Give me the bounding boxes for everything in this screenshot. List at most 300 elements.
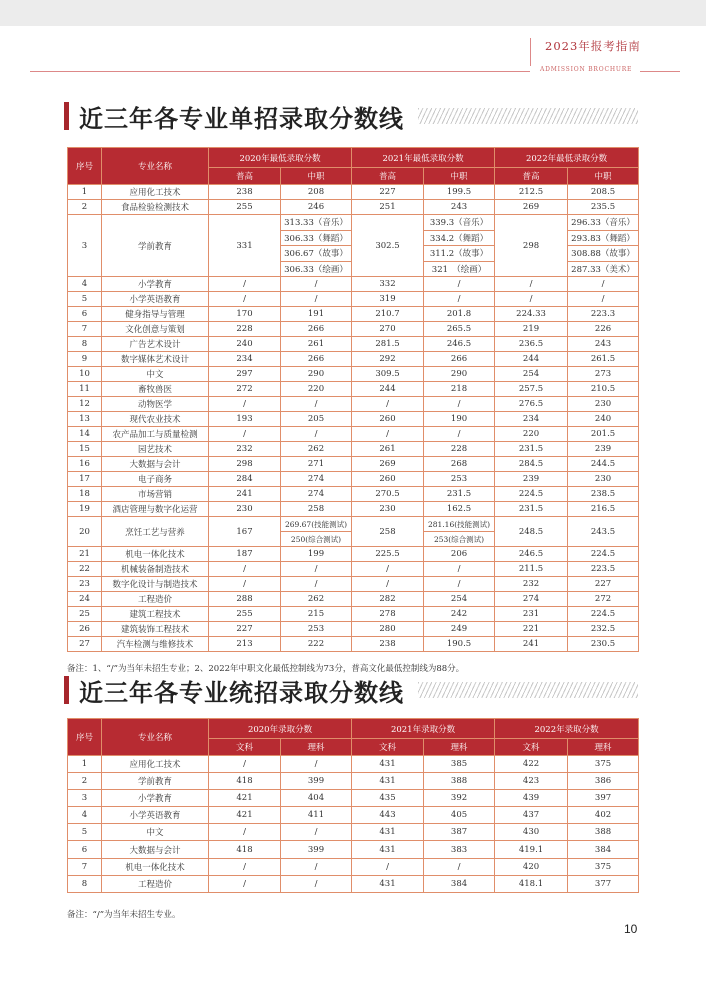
table-row <box>68 875 639 892</box>
cell-score: 278 <box>352 607 424 622</box>
cell-score: 293.83（舞蹈） <box>568 230 639 246</box>
cell-major-name: 广告艺术设计 <box>102 337 209 352</box>
cell-score: 228 <box>209 322 281 337</box>
cell-score: 227 <box>568 577 639 592</box>
cell-major-name: 园艺技术 <box>102 442 209 457</box>
cell-score: 332 <box>352 277 424 292</box>
cell-score: 231.5 <box>424 487 495 502</box>
header-2022: 2022年录取分数 <box>495 719 639 739</box>
cell-score: / <box>424 292 495 307</box>
cell-major-name: 大数据与会计 <box>102 841 209 858</box>
cell-score: 266 <box>281 322 352 337</box>
cell-score: 431 <box>352 824 424 841</box>
cell-score: 388 <box>424 773 495 790</box>
cell-score: 231.5 <box>495 502 568 517</box>
cell-score: 270 <box>352 322 424 337</box>
cell-seq: 7 <box>68 858 102 875</box>
cell-score: 402 <box>568 807 639 824</box>
cell-score: 297 <box>209 367 281 382</box>
heading-hatch-decoration <box>418 682 638 698</box>
cell-score: / <box>568 277 639 292</box>
section-title: 近三年各专业单招录取分数线 <box>79 103 404 133</box>
table-row <box>68 457 639 472</box>
cell-score: 216.5 <box>568 502 639 517</box>
cell-score: 243 <box>424 200 495 215</box>
cell-score: 418 <box>209 841 281 858</box>
header-general-hs: 普高 <box>352 168 424 185</box>
table-row <box>68 382 639 397</box>
cell-seq: 19 <box>68 502 102 517</box>
cell-score: 423 <box>495 773 568 790</box>
table-row <box>68 502 639 517</box>
cell-score: 232 <box>209 442 281 457</box>
table-row <box>68 562 639 577</box>
cell-seq: 1 <box>68 185 102 200</box>
cell-score: 254 <box>424 592 495 607</box>
cell-score: 253 <box>424 472 495 487</box>
header-2021: 2021年最低录取分数 <box>352 148 495 168</box>
cell-major-name: 现代农业技术 <box>102 412 209 427</box>
cell-seq: 20 <box>68 517 102 547</box>
header-seq: 序号 <box>68 148 102 185</box>
cell-major-name: 机电一体化技术 <box>102 547 209 562</box>
table-row <box>68 487 639 502</box>
cell-score: 244 <box>495 352 568 367</box>
cell-seq: 22 <box>68 562 102 577</box>
cell-score: 287.33（美术） <box>568 261 639 277</box>
table-row <box>68 547 639 562</box>
cell-score: 392 <box>424 790 495 807</box>
cell-score: 224.5 <box>568 607 639 622</box>
cell-seq: 18 <box>68 487 102 502</box>
cell-score: / <box>495 292 568 307</box>
cell-score: 220 <box>495 427 568 442</box>
cell-score: 422 <box>495 756 568 773</box>
header-vocational: 中职 <box>568 168 639 185</box>
cell-score: 384 <box>424 875 495 892</box>
cell-major-name: 应用化工技术 <box>102 756 209 773</box>
cell-score: 269 <box>495 200 568 215</box>
table-row <box>68 577 639 592</box>
cell-score: / <box>281 824 352 841</box>
cell-score: 443 <box>352 807 424 824</box>
cell-score: 234 <box>495 412 568 427</box>
cell-seq: 27 <box>68 637 102 652</box>
cell-major-name: 学前教育 <box>102 215 209 277</box>
cell-score: 383 <box>424 841 495 858</box>
cell-score: / <box>281 577 352 592</box>
cell-score: 210.7 <box>352 307 424 322</box>
table-row <box>68 773 639 790</box>
table-row <box>68 807 639 824</box>
cell-seq: 24 <box>68 592 102 607</box>
header-2020: 2020年最低录取分数 <box>209 148 352 168</box>
cell-seq: 1 <box>68 756 102 773</box>
cell-score: / <box>281 397 352 412</box>
cell-score: 284 <box>209 472 281 487</box>
header-science: 理科 <box>568 739 639 756</box>
top-bar <box>0 0 706 26</box>
cell-score: / <box>424 562 495 577</box>
table-row <box>68 397 639 412</box>
cell-score: 405 <box>424 807 495 824</box>
header-vocational: 中职 <box>424 168 495 185</box>
cell-score: 321 （绘画） <box>424 261 495 277</box>
cell-score: / <box>281 427 352 442</box>
cell-score: 231 <box>495 607 568 622</box>
cell-score: 224.33 <box>495 307 568 322</box>
heading-accent-bar <box>64 102 69 130</box>
cell-score: 227 <box>352 185 424 200</box>
cell-seq: 2 <box>68 200 102 215</box>
cell-score: 384 <box>568 841 639 858</box>
table-row <box>68 442 639 457</box>
cell-score: 420 <box>495 858 568 875</box>
cell-score: 230.5 <box>568 637 639 652</box>
cell-score: 238 <box>209 185 281 200</box>
table-row <box>68 322 639 337</box>
table-row <box>68 841 639 858</box>
table-row <box>68 215 639 231</box>
cell-score: 260 <box>352 472 424 487</box>
cell-score: 439 <box>495 790 568 807</box>
cell-score: 431 <box>352 875 424 892</box>
cell-score: 255 <box>209 200 281 215</box>
cell-score: 302.5 <box>352 215 424 277</box>
cell-score: 224.5 <box>568 547 639 562</box>
cell-score: 276.5 <box>495 397 568 412</box>
cell-score: 260 <box>352 412 424 427</box>
cell-score: / <box>352 577 424 592</box>
cell-major-name: 机电一体化技术 <box>102 858 209 875</box>
cell-seq: 15 <box>68 442 102 457</box>
cell-major-name: 学前教育 <box>102 773 209 790</box>
cell-score: / <box>424 427 495 442</box>
cell-score: 232 <box>495 577 568 592</box>
cell-score: 255 <box>209 607 281 622</box>
cell-score: 238.5 <box>568 487 639 502</box>
cell-score: / <box>424 577 495 592</box>
cell-score: 262 <box>281 592 352 607</box>
cell-score: 223.3 <box>568 307 639 322</box>
table-row <box>68 517 639 532</box>
cell-score: / <box>209 292 281 307</box>
header-liberal-arts: 文科 <box>352 739 424 756</box>
cell-score: 431 <box>352 773 424 790</box>
cell-score: 385 <box>424 756 495 773</box>
cell-score: 399 <box>281 841 352 858</box>
cell-major-name: 工程造价 <box>102 592 209 607</box>
header-seq: 序号 <box>68 719 102 756</box>
cell-seq: 23 <box>68 577 102 592</box>
table-row <box>68 352 639 367</box>
cell-score: 249 <box>424 622 495 637</box>
cell-score: 258 <box>281 502 352 517</box>
cell-score: / <box>209 824 281 841</box>
cell-score: / <box>209 397 281 412</box>
cell-score: 240 <box>209 337 281 352</box>
cell-seq: 13 <box>68 412 102 427</box>
cell-major-name: 中文 <box>102 367 209 382</box>
cell-score: 280 <box>352 622 424 637</box>
cell-score: 243 <box>568 337 639 352</box>
cell-seq: 10 <box>68 367 102 382</box>
cell-score: 219 <box>495 322 568 337</box>
header-rule-right <box>640 71 680 72</box>
table-row <box>68 824 639 841</box>
cell-score: 269 <box>352 457 424 472</box>
cell-score: / <box>281 756 352 773</box>
cell-score: / <box>209 756 281 773</box>
cell-major-name: 酒店管理与数字化运营 <box>102 502 209 517</box>
cell-major-name: 应用化工技术 <box>102 185 209 200</box>
table-row <box>68 200 639 215</box>
cell-score: / <box>281 562 352 577</box>
table-note: 备注：1、“/”为当年未招生专业；2、2022年中职文化最低控制线为73分，普高文化最低控制线为88分。 <box>67 664 465 674</box>
cell-score: 269.67(技能测试) <box>281 517 352 532</box>
cell-score: 187 <box>209 547 281 562</box>
cell-score: 223.5 <box>568 562 639 577</box>
cell-score: / <box>352 397 424 412</box>
cell-score: 230 <box>568 397 639 412</box>
cell-major-name: 文化创意与策划 <box>102 322 209 337</box>
cell-score: 306.67（故事） <box>281 246 352 262</box>
cell-major-name: 小学教育 <box>102 277 209 292</box>
cell-major-name: 畜牧兽医 <box>102 382 209 397</box>
cell-score: 421 <box>209 807 281 824</box>
cell-major-name: 机械装备制造技术 <box>102 562 209 577</box>
cell-score: 167 <box>209 517 281 547</box>
cell-score: 418 <box>209 773 281 790</box>
cell-score: / <box>209 875 281 892</box>
cell-score: / <box>281 292 352 307</box>
cell-score: / <box>495 277 568 292</box>
cell-score: 253 <box>281 622 352 637</box>
cell-score: / <box>281 277 352 292</box>
cell-score: 250(综合测试) <box>281 532 352 547</box>
cell-score: 282 <box>352 592 424 607</box>
cell-score: 236.5 <box>495 337 568 352</box>
cell-score: 199.5 <box>424 185 495 200</box>
cell-score: / <box>209 562 281 577</box>
cell-score: / <box>352 427 424 442</box>
header-science: 理科 <box>424 739 495 756</box>
cell-score: 241 <box>495 637 568 652</box>
cell-score: 272 <box>568 592 639 607</box>
cell-major-name: 农产品加工与质量检测 <box>102 427 209 442</box>
cell-score: 262 <box>281 442 352 457</box>
cell-score: 306.33（舞蹈） <box>281 230 352 246</box>
heading-hatch-decoration <box>418 108 638 124</box>
cell-score: 281.16(技能测试) <box>424 517 495 532</box>
cell-score: 235.5 <box>568 200 639 215</box>
cell-score: 254 <box>495 367 568 382</box>
cell-seq: 14 <box>68 427 102 442</box>
unified-admission-table <box>67 718 639 893</box>
cell-seq: 9 <box>68 352 102 367</box>
cell-seq: 6 <box>68 307 102 322</box>
cell-score: 244.5 <box>568 457 639 472</box>
cell-score: 212.5 <box>495 185 568 200</box>
header-2022: 2022年最低录取分数 <box>495 148 639 168</box>
cell-score: / <box>209 427 281 442</box>
cell-score: 430 <box>495 824 568 841</box>
section-heading-single-admission <box>64 101 638 131</box>
cell-score: 274 <box>281 472 352 487</box>
cell-score: 290 <box>281 367 352 382</box>
cell-score: 230 <box>209 502 281 517</box>
cell-score: 266 <box>424 352 495 367</box>
table-row <box>68 337 639 352</box>
cell-score: / <box>424 277 495 292</box>
cell-score: 399 <box>281 773 352 790</box>
cell-score: 215 <box>281 607 352 622</box>
cell-score: 238 <box>352 637 424 652</box>
cell-major-name: 电子商务 <box>102 472 209 487</box>
header-vocational: 中职 <box>281 168 352 185</box>
table-row <box>68 472 639 487</box>
cell-score: 201.8 <box>424 307 495 322</box>
cell-score: 306.33（绘画） <box>281 261 352 277</box>
cell-score: 190 <box>424 412 495 427</box>
header-major-name: 专业名称 <box>102 719 209 756</box>
cell-score: 411 <box>281 807 352 824</box>
brochure-title: 2023年报考指南 <box>545 39 641 53</box>
brochure-subtitle: ADMISSION BROCHURE <box>540 66 633 73</box>
cell-score: 234 <box>209 352 281 367</box>
cell-score: 261.5 <box>568 352 639 367</box>
cell-score: 272 <box>209 382 281 397</box>
cell-score: 266 <box>281 352 352 367</box>
cell-score: 404 <box>281 790 352 807</box>
cell-seq: 11 <box>68 382 102 397</box>
cell-score: 242 <box>424 607 495 622</box>
header-general-hs: 普高 <box>495 168 568 185</box>
cell-seq: 5 <box>68 824 102 841</box>
cell-score: / <box>352 858 424 875</box>
cell-major-name: 大数据与会计 <box>102 457 209 472</box>
cell-major-name: 烹饪工艺与营养 <box>102 517 209 547</box>
cell-score: 377 <box>568 875 639 892</box>
cell-score: 243.5 <box>568 517 639 547</box>
header-2020: 2020年录取分数 <box>209 719 352 739</box>
cell-seq: 25 <box>68 607 102 622</box>
header-general-hs: 普高 <box>209 168 281 185</box>
cell-score: 313.33（音乐） <box>281 215 352 231</box>
cell-seq: 12 <box>68 397 102 412</box>
cell-score: 257.5 <box>495 382 568 397</box>
cell-score: 290 <box>424 367 495 382</box>
cell-score: 226 <box>568 322 639 337</box>
cell-seq: 3 <box>68 790 102 807</box>
table-row <box>68 412 639 427</box>
cell-seq: 4 <box>68 277 102 292</box>
cell-score: 270.5 <box>352 487 424 502</box>
cell-score: 308.88（故事） <box>568 246 639 262</box>
cell-seq: 8 <box>68 337 102 352</box>
cell-seq: 16 <box>68 457 102 472</box>
cell-score: 261 <box>281 337 352 352</box>
cell-score: 298 <box>209 457 281 472</box>
cell-score: 331 <box>209 215 281 277</box>
header-major-name: 专业名称 <box>102 148 209 185</box>
table-row <box>68 185 639 200</box>
table-row <box>68 622 639 637</box>
cell-score: / <box>424 858 495 875</box>
cell-score: 227 <box>209 622 281 637</box>
cell-score: 253(综合测试) <box>424 532 495 547</box>
cell-score: 246.5 <box>495 547 568 562</box>
cell-major-name: 动物医学 <box>102 397 209 412</box>
cell-score: 201.5 <box>568 427 639 442</box>
cell-seq: 2 <box>68 773 102 790</box>
cell-score: 387 <box>424 824 495 841</box>
cell-score: 288 <box>209 592 281 607</box>
cell-score: 211.5 <box>495 562 568 577</box>
cell-score: 239 <box>495 472 568 487</box>
cell-major-name: 数字媒体艺术设计 <box>102 352 209 367</box>
header-rule <box>30 71 530 72</box>
header-liberal-arts: 文科 <box>495 739 568 756</box>
cell-score: 265.5 <box>424 322 495 337</box>
section-title: 近三年各专业统招录取分数线 <box>79 677 404 707</box>
cell-seq: 26 <box>68 622 102 637</box>
header-liberal-arts: 文科 <box>209 739 281 756</box>
cell-score: 339.3（音乐） <box>424 215 495 231</box>
cell-score: 225.5 <box>352 547 424 562</box>
table-row <box>68 307 639 322</box>
cell-score: 274 <box>281 487 352 502</box>
cell-score: 193 <box>209 412 281 427</box>
table-row <box>68 367 639 382</box>
cell-score: 244 <box>352 382 424 397</box>
cell-score: 309.5 <box>352 367 424 382</box>
cell-score: 208.5 <box>568 185 639 200</box>
cell-score: 431 <box>352 841 424 858</box>
cell-score: / <box>352 562 424 577</box>
cell-score: 421 <box>209 790 281 807</box>
cell-score: 375 <box>568 756 639 773</box>
table-row <box>68 592 639 607</box>
cell-score: 296.33（音乐） <box>568 215 639 231</box>
cell-score: 319 <box>352 292 424 307</box>
cell-score: 232.5 <box>568 622 639 637</box>
cell-score: / <box>209 577 281 592</box>
cell-seq: 17 <box>68 472 102 487</box>
cell-major-name: 中文 <box>102 824 209 841</box>
cell-major-name: 市场营销 <box>102 487 209 502</box>
cell-score: 210.5 <box>568 382 639 397</box>
cell-score: 419.1 <box>495 841 568 858</box>
cell-score: 239 <box>568 442 639 457</box>
cell-score: 251 <box>352 200 424 215</box>
cell-score: 284.5 <box>495 457 568 472</box>
table-row <box>68 858 639 875</box>
table-note: 备注：“/”为当年未招生专业。 <box>67 910 181 920</box>
table-row <box>68 607 639 622</box>
cell-major-name: 食品检验检测技术 <box>102 200 209 215</box>
cell-score: 241 <box>209 487 281 502</box>
cell-score: 435 <box>352 790 424 807</box>
cell-major-name: 建筑工程技术 <box>102 607 209 622</box>
cell-score: 231.5 <box>495 442 568 457</box>
cell-score: 162.5 <box>424 502 495 517</box>
cell-score: 220 <box>281 382 352 397</box>
cell-score: 334.2（舞蹈） <box>424 230 495 246</box>
cell-score: 274 <box>495 592 568 607</box>
cell-score: / <box>424 397 495 412</box>
header-divider <box>530 38 531 66</box>
